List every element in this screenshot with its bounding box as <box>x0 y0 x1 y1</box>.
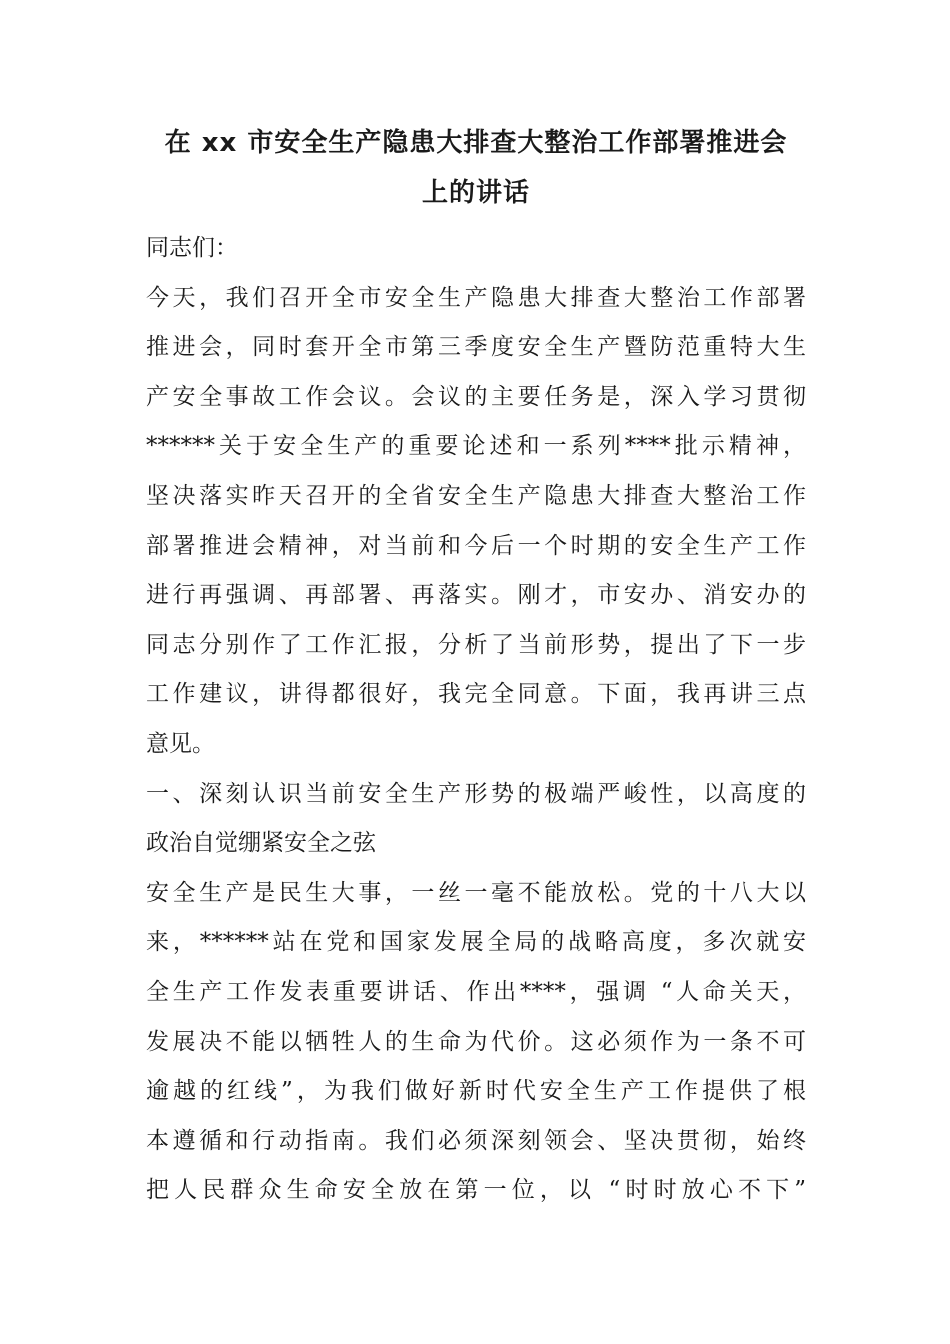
text-line: 部署推进会精神，对当前和今后一个时期的安全生产工作 <box>146 532 806 559</box>
document-title <box>146 118 806 218</box>
text-line: 产安全事故工作会议。会议的主要任务是，深入学习贯彻 <box>146 383 806 410</box>
text-line: 工作建议，讲得都很好，我完全同意。下面，我再讲三点 <box>146 681 806 708</box>
text-line: 安全生产是民生大事，一丝一毫不能放松。党的十八大以 <box>146 879 806 906</box>
text-line: 意见。 <box>146 730 215 757</box>
text-line: 同志分别作了工作汇报，分析了当前形势，提出了下一步 <box>146 631 806 658</box>
section-heading-1 <box>146 770 806 869</box>
paragraph-2 <box>146 869 806 1216</box>
document-body <box>146 118 806 1216</box>
text-line: 坚决落实昨天召开的全省安全生产隐患大排查大整治工作 <box>146 482 806 509</box>
text-line: 推进会，同时套开全市第三季度安全生产暨防范重特大生 <box>146 334 806 361</box>
title-line-2: 上的讲话 <box>421 178 530 208</box>
paragraph-1 <box>146 274 806 770</box>
text-line: 进行再强调、再部署、再落实。刚才，市安办、消安办的 <box>146 582 806 609</box>
text-line: ******关于安全生产的重要论述和一系列****批示精神， <box>146 433 806 460</box>
text-line: 把人民群众生命安全放在第一位，以 “时时放心不下” <box>146 1177 806 1204</box>
text-line: 逾越的红线”，为我们做好新时代安全生产工作提供了根 <box>146 1078 806 1105</box>
text-line: 本遵循和行动指南。我们必须深刻领会、坚决贯彻，始终 <box>146 1127 806 1154</box>
text-line: 全生产工作发表重要讲话、作出****，强调 “人命关天， <box>146 978 806 1005</box>
text-line: 来，******站在党和国家发展全局的战略高度，多次就安 <box>146 929 806 956</box>
heading-line: 政治自觉绷紧安全之弦 <box>146 830 376 857</box>
title-line-1: 在 xx 市安全生产隐患大排查大整治工作部署推进会 <box>164 128 788 158</box>
heading-line: 一、深刻认识当前安全生产形势的极端严峻性，以高度的 <box>146 780 806 807</box>
greeting: 同志们： <box>146 235 238 261</box>
text-line: 发展决不能以牺牲人的生命为代价。这必须作为一条不可 <box>146 1028 806 1055</box>
text-line: 今天，我们召开全市安全生产隐患大排查大整治工作部署 <box>146 284 806 311</box>
